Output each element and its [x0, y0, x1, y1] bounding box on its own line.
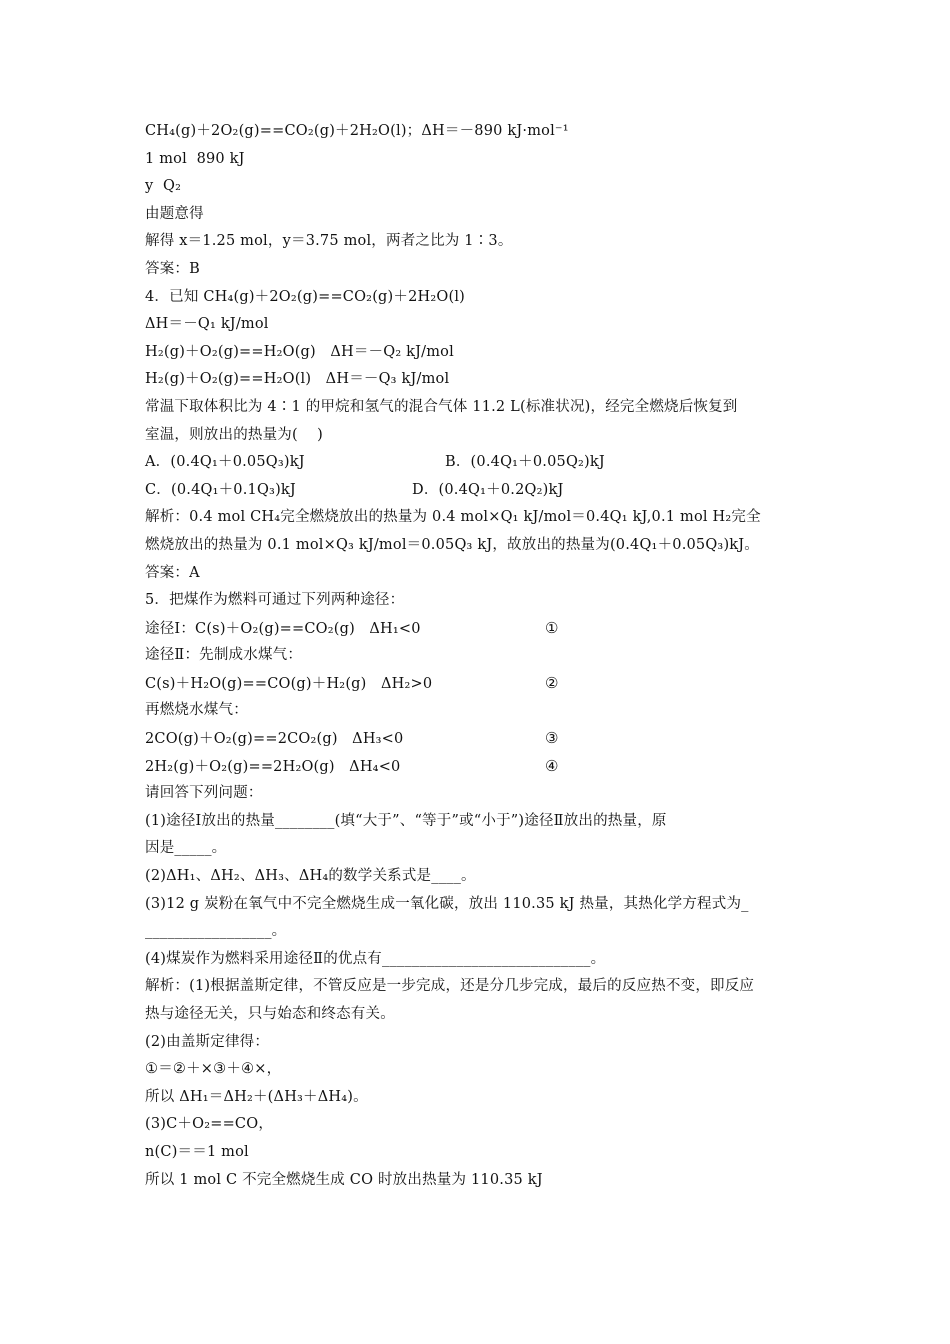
equation-number: ④ [545, 756, 559, 775]
text-line: H₂(g)＋O₂(g)==H₂O(l) ΔH＝－Q₃ kJ/mol [145, 371, 450, 388]
text-line: 1 mol 890 kJ [145, 150, 245, 167]
equation-row [145, 670, 815, 698]
option-b: B．(0.4Q₁＋0.05Q₂)kJ [445, 454, 605, 471]
text-line: y Q₂ [145, 178, 182, 195]
text-line: 常温下取体积比为 4∶1 的甲烷和氢气的混合气体 11.2 L(标准状况)，经完全燃烧后恢复到 [145, 398, 738, 415]
answer-line: 答案：A [145, 564, 200, 581]
equation-text: 再燃烧水煤气： [145, 702, 248, 719]
equation-number: ② [545, 673, 559, 692]
answer-line: 答案：B [145, 260, 200, 277]
document-body [145, 118, 815, 1194]
analysis-line: (2)由盖斯定律得： [145, 1033, 270, 1050]
equation-number: ① [545, 618, 559, 637]
equation-row [145, 697, 815, 725]
text-line: 因是_____。 [145, 840, 227, 857]
options-row-cd [145, 477, 815, 505]
sub-question-2: (2)ΔH₁、ΔH₂、ΔH₃、ΔH₄的数学关系式是____。 [145, 868, 476, 885]
text-line: 解得 x＝1.25 mol，y＝3.75 mol，两者之比为 1∶3。 [145, 233, 513, 250]
analysis-line: ①＝②＋×③＋④×， [145, 1061, 282, 1078]
analysis-line: 解析：0.4 mol CH₄完全燃烧放出的热量为 0.4 mol×Q₁ kJ/mol＝0.4Q₁ kJ,0.1 mol H₂完全 [145, 509, 761, 526]
equation-text: 2H₂(g)＋O₂(g)==2H₂O(g) ΔH₄<0 [145, 758, 401, 775]
text-line: _________________。 [145, 923, 287, 940]
analysis-line: n(C)＝＝1 mol [145, 1143, 249, 1160]
analysis-line: (3)C＋O₂==CO， [145, 1116, 274, 1133]
text-line: CH₄(g)＋2O₂(g)==CO₂(g)＋2H₂O(l)；ΔH＝－890 kJ·mol⁻¹ [145, 123, 569, 139]
sub-question-1: (1)途径Ⅰ放出的热量________(填“大于”、“等于”或“小于”)途径Ⅱ放出的热量，原 [145, 812, 667, 829]
text-line: ΔH＝－Q₁ kJ/mol [145, 316, 269, 333]
equation-text: 途径Ⅰ：C(s)＋O₂(g)==CO₂(g) ΔH₁<0 [145, 620, 421, 637]
equation-text: 2CO(g)＋O₂(g)==2CO₂(g) ΔH₃<0 [145, 731, 404, 748]
text-line: 室温，则放出的热量为( ) [145, 426, 323, 443]
equation-row [145, 615, 815, 643]
equation-text: 途径Ⅱ：先制成水煤气： [145, 647, 303, 664]
equation-row [145, 642, 815, 670]
text-line: 请回答下列问题： [145, 785, 263, 802]
analysis-line: 所以 1 mol C 不完全燃烧生成 CO 时放出热量为 110.35 kJ [145, 1171, 543, 1188]
question-4-title: 4．已知 CH₄(g)＋2O₂(g)==CO₂(g)＋2H₂O(l) [145, 288, 466, 305]
equation-number: ③ [545, 729, 559, 748]
options-row-ab [145, 449, 815, 477]
equation-row [145, 753, 815, 781]
question-5-title: 5．把煤作为燃料可通过下列两种途径： [145, 592, 405, 609]
option-d: D．(0.4Q₁＋0.2Q₂)kJ [412, 481, 564, 498]
analysis-line: 热与途径无关，只与始态和终态有关。 [145, 1006, 395, 1022]
text-line: H₂(g)＋O₂(g)==H₂O(g) ΔH＝－Q₂ kJ/mol [145, 343, 454, 360]
equation-row [145, 725, 815, 753]
sub-question-3: (3)12 g 炭粉在氧气中不完全燃烧生成一氧化碳，放出 110.35 kJ 热量，其热化学方程式为_ [145, 895, 749, 912]
option-a: A．(0.4Q₁＋0.05Q₃)kJ [145, 454, 305, 471]
analysis-line: 燃烧放出的热量为 0.1 mol×Q₃ kJ/mol＝0.05Q₃ kJ，故放出的热量为(0.4Q₁＋0.05Q₃)kJ。 [145, 536, 760, 553]
equation-text: C(s)＋H₂O(g)==CO(g)＋H₂(g) ΔH₂>0 [145, 675, 433, 692]
text-line: 由题意得 [145, 205, 204, 222]
sub-question-4: (4)煤炭作为燃料采用途径Ⅱ的优点有____________________________。 [145, 950, 606, 967]
option-c: C．(0.4Q₁＋0.1Q₃)kJ [145, 481, 296, 498]
analysis-line: 所以 ΔH₁＝ΔH₂＋(ΔH₃＋ΔH₄)。 [145, 1088, 368, 1105]
analysis-line: 解析：(1)根据盖斯定律，不管反应是一步完成，还是分几步完成，最后的反应热不变，即反应 [145, 978, 755, 995]
